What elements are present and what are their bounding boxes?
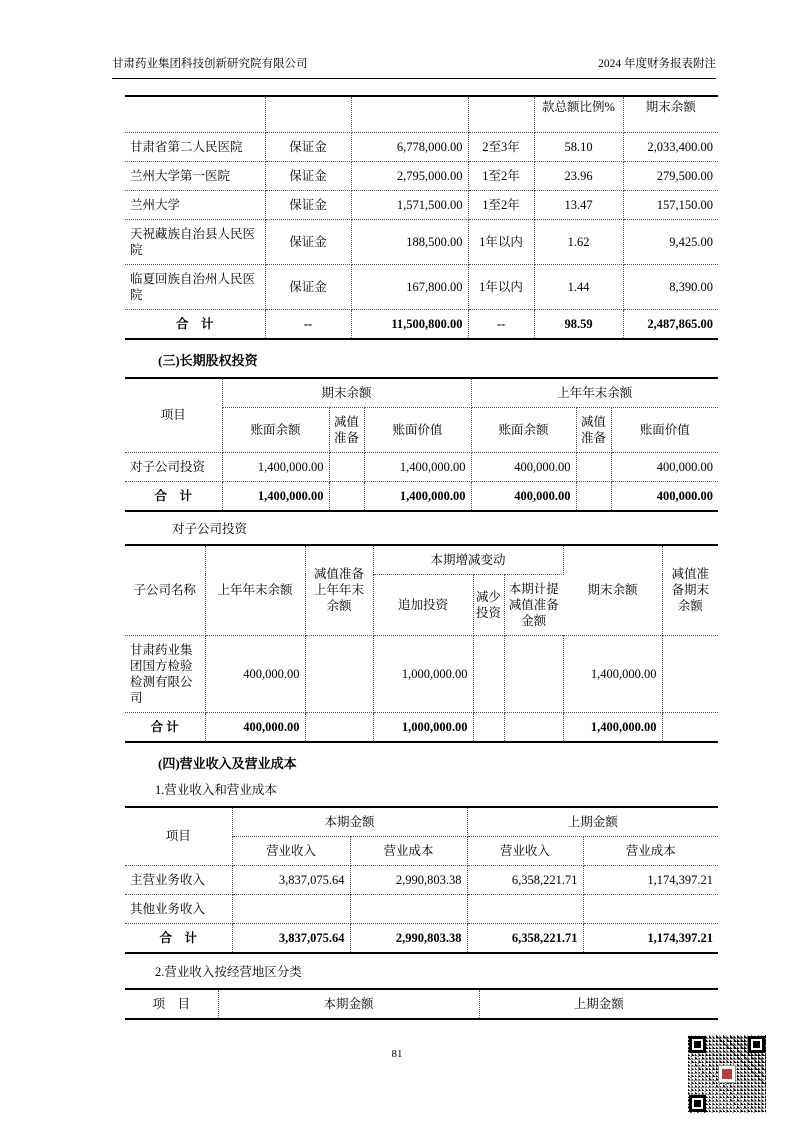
table-cell: 临夏回族自治州人民医院 [125, 264, 265, 309]
revenue-header-cost-current: 营业成本 [350, 836, 467, 865]
lti-header-ending-group: 期末余额 [222, 378, 471, 408]
table-cell [473, 712, 504, 742]
table-cell: -- [468, 309, 534, 339]
table-cell: 1,000,000.00 [373, 635, 473, 712]
subsidiary-header-name: 子公司名称 [125, 545, 205, 636]
table-cell [305, 712, 373, 742]
table-cell: 279,500.00 [623, 161, 718, 190]
subsidiary-header-change-group: 本期增减变动 [373, 545, 563, 575]
table-cell: 1年以内 [468, 219, 534, 264]
lti-header-impairment: 减值准备 [329, 407, 364, 452]
table-cell: 兰州大学第一医院 [125, 161, 265, 190]
region-table [125, 988, 718, 1020]
table-cell: 1.62 [534, 219, 623, 264]
table-cell: 1,400,000.00 [563, 635, 662, 712]
table-cell: 167,800.00 [351, 264, 468, 309]
table-cell: 1,400,000.00 [563, 712, 662, 742]
table-row [125, 894, 718, 923]
table-row [125, 132, 718, 161]
lti-table [125, 377, 718, 512]
subsidiary-header-row-1 [125, 545, 718, 575]
subsidiary-header-provision: 本期计提减值准备金额 [504, 574, 563, 635]
lti-header-book-value-prior: 账面价值 [611, 407, 718, 452]
revenue-header-row-1 [125, 807, 718, 837]
table-cell [504, 712, 563, 742]
revenue-header-item: 项目 [125, 807, 232, 866]
table-cell: 8,390.00 [623, 264, 718, 309]
table-cell: 58.10 [534, 132, 623, 161]
subsidiary-header-add: 追加投资 [373, 574, 473, 635]
table-total-row [125, 481, 718, 511]
region-header-current: 本期金额 [218, 989, 479, 1019]
lti-header-book-balance-prior: 账面余额 [471, 407, 576, 452]
table-cell [329, 481, 364, 511]
revenue-table [125, 806, 718, 954]
table-cell: 400,000.00 [205, 635, 305, 712]
deposits-header-cell [125, 96, 265, 132]
region-header-item: 项 目 [125, 989, 218, 1019]
table-cell: 6,358,221.71 [467, 865, 583, 894]
table-cell: 188,500.00 [351, 219, 468, 264]
subsidiary-header-prior-balance: 上年年末余额 [205, 545, 305, 636]
table-cell: 1,174,397.21 [647, 930, 714, 945]
document-title: 2024 年度财务报表附注 [598, 58, 716, 70]
table-cell: 保证金 [265, 190, 351, 219]
table-cell: 1,000,000.00 [373, 712, 473, 742]
table-cell: 甘肃药业集团国方检验检测有限公司 [125, 635, 205, 712]
qr-code [688, 1035, 766, 1113]
table-cell: 1,571,500.00 [351, 190, 468, 219]
deposits-header-row [125, 96, 718, 132]
table-cell: 保证金 [265, 161, 351, 190]
table-cell [583, 894, 718, 923]
table-row [125, 635, 718, 712]
table-cell: 天祝藏族自治县人民医院 [125, 219, 265, 264]
subsidiary-header-reduce: 减少投资 [473, 574, 504, 635]
lti-header-item: 项目 [125, 378, 222, 453]
page-header [112, 55, 716, 79]
revenue-header-current-group: 本期金额 [232, 807, 467, 837]
revenue-header-cost-prior: 营业成本 [583, 836, 718, 865]
table-cell [662, 635, 718, 712]
lti-header-impairment-prior: 减值准备 [576, 407, 611, 452]
revenue-subheading-2: 2.营业收入按经营地区分类 [155, 964, 302, 979]
table-cell: 13.47 [534, 190, 623, 219]
table-cell: 主营业务收入 [125, 865, 232, 894]
table-cell: 3,837,075.64 [232, 865, 350, 894]
table-cell: 400,000.00 [471, 481, 576, 511]
table-cell: 1,400,000.00 [364, 452, 471, 481]
table-cell: 1至2年 [468, 190, 534, 219]
table-row [125, 452, 718, 481]
region-header-row [125, 989, 718, 1019]
table-cell [576, 481, 611, 511]
subsidiary-header-impairment-prior: 减值准备上年年末余额 [305, 545, 373, 636]
table-cell: 合 计 [125, 309, 265, 339]
table-row [125, 865, 718, 894]
lti-header-book-balance: 账面余额 [222, 407, 329, 452]
table-row [125, 264, 718, 309]
section-title-revenue: (四)营业收入及营业成本 [158, 755, 297, 771]
table-cell: 保证金 [265, 219, 351, 264]
subsidiary-header-ending: 期末余额 [563, 545, 662, 636]
table-cell: 合 计 [125, 712, 205, 742]
section-title-lti: (三)长期股权投资 [158, 352, 258, 368]
table-row [125, 190, 718, 219]
table-total-row [125, 923, 718, 953]
revenue-header-rev-prior: 营业收入 [467, 836, 583, 865]
table-cell: -- [265, 309, 351, 339]
lti-header-row-1 [125, 378, 718, 408]
table-total-row [125, 712, 718, 742]
table-cell: 9,425.00 [623, 219, 718, 264]
qr-finder-icon [689, 1036, 706, 1053]
table-row [125, 219, 718, 264]
table-cell: 2,990,803.38 [350, 865, 467, 894]
lti-header-book-value: 账面价值 [364, 407, 471, 452]
qr-finder-icon [748, 1036, 765, 1053]
table-cell: 6,778,000.00 [351, 132, 468, 161]
table-cell [467, 894, 583, 923]
table-cell: 1年以内 [468, 264, 534, 309]
deposits-header-ratio: 款总额比例% [534, 96, 623, 132]
revenue-subheading-1: 1.营业收入和营业成本 [155, 782, 277, 797]
table-cell: 1.44 [534, 264, 623, 309]
table-cell: 400,000.00 [611, 452, 718, 481]
table-row [125, 161, 718, 190]
table-cell [504, 635, 563, 712]
table-cell: 保证金 [265, 132, 351, 161]
table-cell [305, 635, 373, 712]
table-cell [473, 635, 504, 712]
table-cell: 保证金 [265, 264, 351, 309]
subsidiary-header-impairment-end: 减值准备期末余额 [662, 545, 718, 636]
deposits-header-cell [265, 96, 351, 132]
table-cell: 400,000.00 [471, 452, 576, 481]
table-cell: 11,500,800.00 [351, 309, 468, 339]
subsidiary-table [125, 544, 718, 743]
table-cell [662, 712, 718, 742]
table-cell: 400,000.00 [656, 488, 714, 503]
table-cell: 合 计 [125, 481, 222, 511]
table-cell: 其他业务收入 [125, 894, 232, 923]
table-cell: 3,837,075.64 [232, 923, 350, 953]
table-cell: 2,033,400.00 [623, 132, 718, 161]
table-cell: 98.59 [534, 309, 623, 339]
table-cell [329, 452, 364, 481]
table-cell: 2,990,803.38 [350, 923, 467, 953]
table-cell: 400,000.00 [205, 712, 305, 742]
subsidiary-investment-label: 对子公司投资 [172, 521, 248, 536]
lti-header-prior-group: 上年年末余额 [471, 378, 718, 408]
table-cell: 2,487,865.00 [647, 316, 713, 331]
table-cell: 6,358,221.71 [467, 923, 583, 953]
deposits-header-cell [351, 96, 468, 132]
table-cell: 合 计 [125, 923, 232, 953]
table-cell: 1至2年 [468, 161, 534, 190]
qr-finder-icon [689, 1095, 706, 1112]
table-cell: 2,795,000.00 [351, 161, 468, 190]
revenue-header-prior-group: 上期金额 [467, 807, 718, 837]
table-cell: 对子公司投资 [125, 452, 222, 481]
deposits-header-ending: 期末余额 [623, 96, 718, 132]
page-number: 81 [391, 1048, 403, 1060]
deposits-table [125, 95, 718, 340]
company-name: 甘肃药业集团科技创新研究院有限公司 [112, 58, 308, 70]
table-cell: 157,150.00 [623, 190, 718, 219]
page-content [125, 95, 718, 1020]
table-total-row [125, 309, 718, 339]
qr-center-logo-icon [718, 1065, 736, 1083]
table-cell [350, 894, 467, 923]
table-cell [232, 894, 350, 923]
region-header-prior: 上期金额 [479, 989, 718, 1019]
table-cell: 兰州大学 [125, 190, 265, 219]
table-cell: 1,400,000.00 [364, 481, 471, 511]
table-cell: 23.96 [534, 161, 623, 190]
deposits-header-cell [468, 96, 534, 132]
table-cell: 1,174,397.21 [583, 865, 718, 894]
table-cell: 1,400,000.00 [222, 481, 329, 511]
revenue-header-rev-current: 营业收入 [232, 836, 350, 865]
table-cell: 2至3年 [468, 132, 534, 161]
table-cell: 1,400,000.00 [222, 452, 329, 481]
table-cell [576, 452, 611, 481]
table-cell: 甘肃省第二人民医院 [125, 132, 265, 161]
